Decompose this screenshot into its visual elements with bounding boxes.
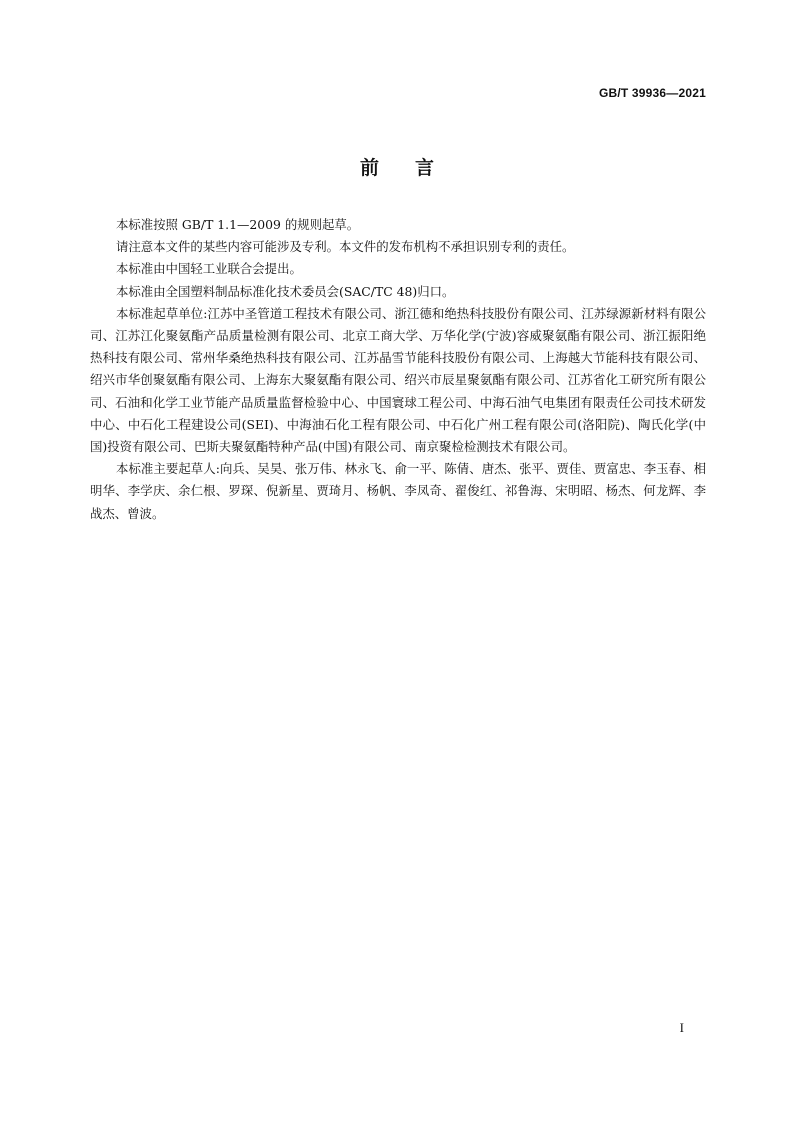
paragraph-proposer: 本标准由中国轻工业联合会提出。	[116, 261, 302, 277]
paragraph-drafters: 本标准主要起草人:向兵、吴昊、张万伟、林永飞、俞一平、陈倩、唐杰、张平、贾佳、贾富忠、李玉春、相明华、李学庆、余仁根、罗琛、倪新星、贾琦月、杨帆、李凤奇、翟俊红、祁鲁海、宋明昭、杨杰、何龙辉、李战杰、曾波。	[90, 461, 706, 521]
page-title: 前言	[359, 157, 470, 179]
standard-number-header: GB/T 39936—2021	[598, 86, 706, 100]
paragraph-committee: 本标准由全国塑料制品标准化技术委员会(SAC/TC 48)归口。	[116, 283, 455, 299]
paragraph-drafting-rules: 本标准按照 GB/T 1.1—2009 的规则起草。	[116, 217, 360, 232]
page-number: I	[679, 1020, 684, 1035]
paragraph-drafting-units: 本标准起草单位:江苏中圣管道工程技术有限公司、浙江德和绝热科技股份有限公司、江苏绿源新材料有限公司、江苏江化聚氨酯产品质量检测有限公司、北京工商大学、万华化学(宁波)容威聚氨酯有限公司、浙江振阳绝热科技有限公司、常州华桑绝热科技有限公司、江苏晶雪节能科技股份有限公司、上海越大节能科技有限公司、绍兴市华创聚氨酯有限公司、上海东大聚氨酯有限公司、绍兴市辰星聚氨酯有限公司、江苏省化工研究所有限公司、石油和化学工业节能产品质量监督检验中心、中国寰球工程公司、中海石油气电集团有限责任公司技术研发中心、中石化工程建设公司(SEI)、中海油石化工程有限公司、中石化广州工程有限公司(洛阳院)、陶氏化学(中国)投资有限公司、巴斯夫聚氨酯特种产品(中国)有限公司、南京聚检检测技术有限公司。	[90, 305, 706, 455]
document-body	[90, 214, 706, 525]
paragraph-patent-notice: 请注意本文件的某些内容可能涉及专利。本文件的发布机构不承担识别专利的责任。	[116, 239, 575, 255]
